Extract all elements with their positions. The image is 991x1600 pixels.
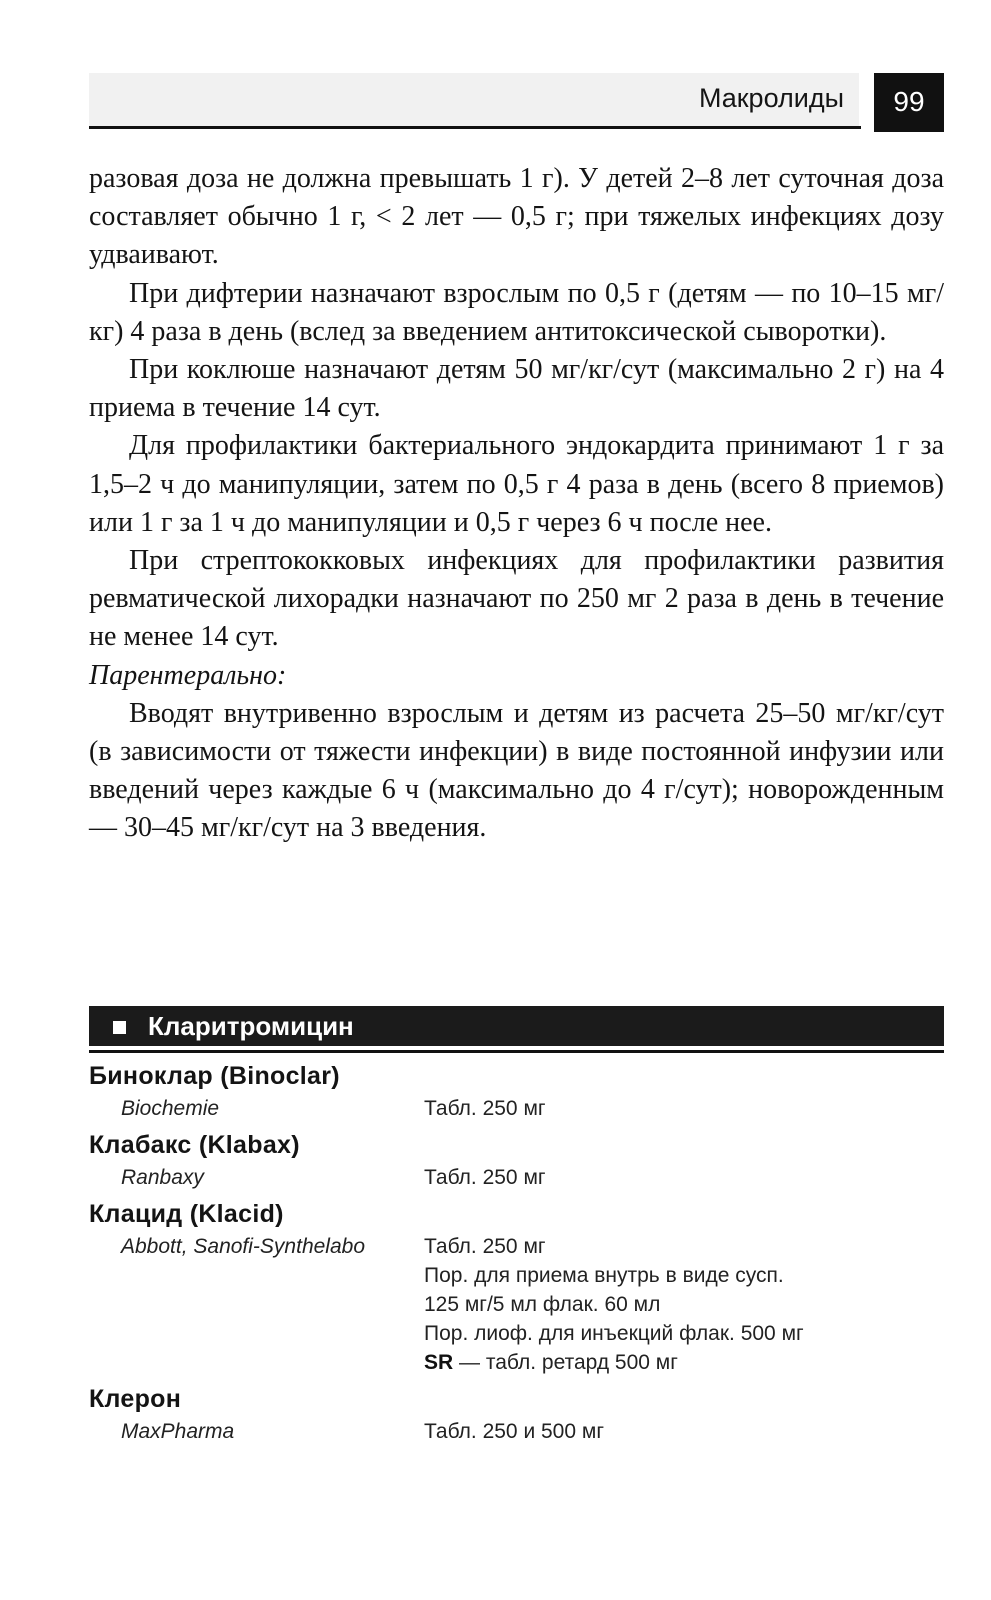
drug-name: Биноклар (Binoclar) <box>89 1062 340 1090</box>
body-text <box>89 160 944 848</box>
page-number: 99 <box>874 73 944 132</box>
drug-entry <box>89 1196 944 1377</box>
drug-form: Пор. для приема внутрь в виде сусп. <box>424 1264 784 1287</box>
drug-forms <box>424 1232 944 1377</box>
sr-text: — табл. ретард 500 мг <box>453 1351 678 1374</box>
drug-name: Клерон <box>89 1385 182 1413</box>
running-title: Макролиды <box>698 83 844 113</box>
drug-forms <box>424 1094 944 1123</box>
drug-form: 125 мг/5 мл флак. 60 мл <box>424 1293 661 1316</box>
drug-detail <box>89 1163 944 1192</box>
drug-entry <box>89 1381 944 1446</box>
page-header <box>89 73 944 129</box>
drug-name: Клацид (Klacid) <box>89 1200 284 1228</box>
drug-form: Табл. 250 мг <box>424 1166 546 1189</box>
paragraph-5: При стрептококковых инфекциях для профилактики развития ревматической лихорадки назначают по 250 мг 2 раза в день в течение не менее 14 сут. <box>89 545 944 653</box>
drug-entry <box>89 1127 944 1192</box>
drug-form: Табл. 250 и 500 мг <box>424 1420 604 1443</box>
paragraph-2: При дифтерии назначают взрослым по 0,5 г (детям — по 10–15 мг/кг) 4 раза в день (вслед за введением антитоксической сыворотки). <box>89 277 944 347</box>
drug-manufacturer: Abbott, Sanofi-Synthelabo <box>121 1235 366 1258</box>
subheading-parenteral: Парентерально: <box>89 659 287 691</box>
drug-list <box>89 1058 944 1450</box>
drug-detail <box>89 1417 944 1446</box>
drug-forms <box>424 1417 944 1446</box>
drug-manufacturer: Biochemie <box>121 1097 220 1120</box>
drug-form-sr <box>424 1348 944 1377</box>
drug-forms <box>424 1163 944 1192</box>
sr-label: SR <box>424 1351 454 1374</box>
section-title: Кларитромицин <box>148 1011 354 1041</box>
drug-detail <box>89 1232 944 1377</box>
paragraph-4: Для профилактики бактериального эндокардита принимают 1 г за 1,5–2 ч до манипуляции, затем по 0,5 г 4 раза в день (всего 8 приемов) или 1 г за 1 ч до манипуляции и 0,5 г через 6 ч после нее. <box>89 430 944 538</box>
drug-form: Пор. лиоф. для инъекций флак. 500 мг <box>424 1322 804 1345</box>
header-rule <box>89 126 861 129</box>
drug-detail <box>89 1094 944 1123</box>
section-heading <box>89 1006 944 1046</box>
drug-form: Табл. 250 мг <box>424 1097 546 1120</box>
paragraph-1: разовая доза не должна превышать 1 г). У детей 2–8 лет суточная доза составляет обычно 1 г, < 2 лет — 0,5 г; при тяжелых инфекциях дозу удваивают. <box>89 163 944 271</box>
paragraph-6: Вводят внутривенно взрослым и детям из расчета 25–50 мг/кг/сут (в зависимости от тяжести инфекции) в виде постоянной инфузии или введений через каждые 6 ч (максимально до 4 г/сут); новорожденным — 30–45 мг/кг/сут на 3 введения. <box>89 697 944 844</box>
drug-manufacturer: MaxPharma <box>121 1420 235 1443</box>
square-bullet-icon <box>113 1021 126 1034</box>
drug-manufacturer: Ranbaxy <box>121 1166 204 1189</box>
drug-form: Табл. 250 мг <box>424 1235 546 1258</box>
paragraph-3: При коклюше назначают детям 50 мг/кг/сут (максимально 2 г) на 4 приема в течение 14 сут. <box>89 354 944 424</box>
section-rule <box>89 1050 944 1053</box>
drug-entry <box>89 1058 944 1123</box>
drug-name: Клабакс (Klabax) <box>89 1131 300 1159</box>
